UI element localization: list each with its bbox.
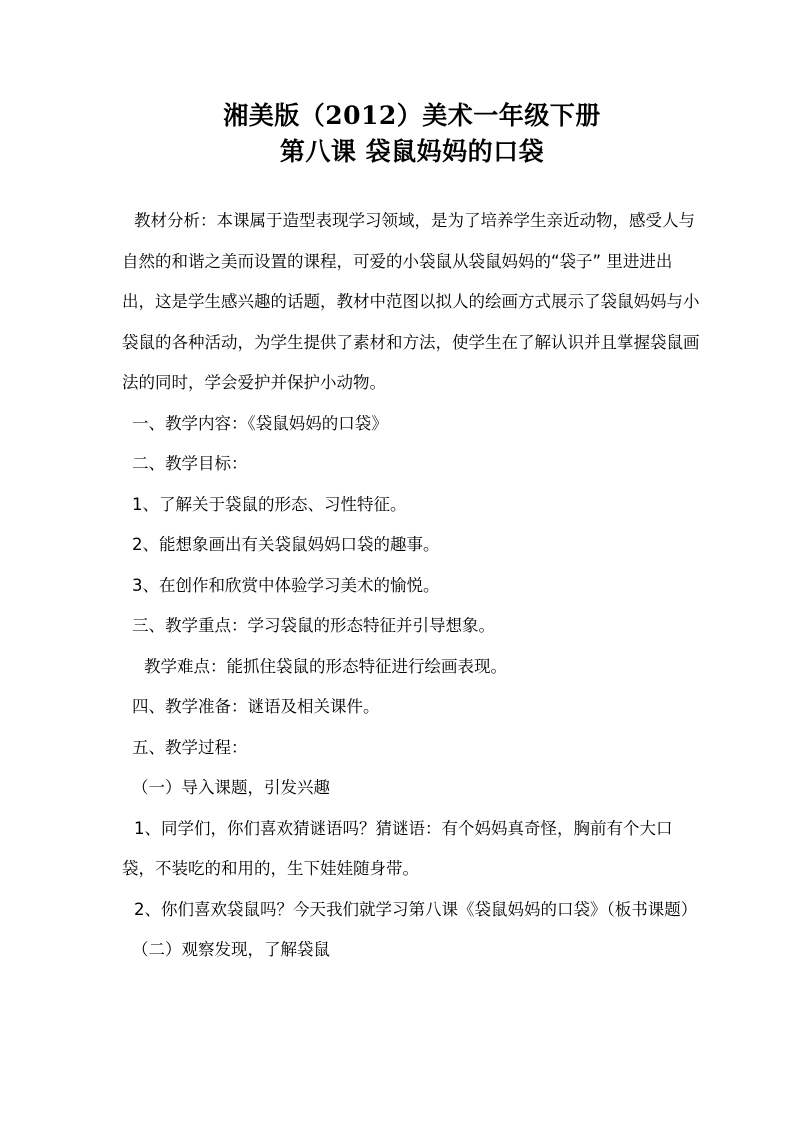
document-body (122, 201, 702, 971)
teaching-preparation: 四、教学准备：谜语及相关课件。 (132, 697, 380, 716)
textbook-analysis-paragraph: 教材分析：本课属于造型表现学习领域，是为了培养学生亲近动物，感受人与自然的和谐之美而设置的课程，可爱的小袋鼠从袋鼠妈妈的“袋子” 里进进出出，这是学生感兴趣的话题，教材中范图以拟人的绘画方式展示了袋鼠妈妈与小袋鼠的各种活动，为学生提供了素材和方法，使学生在了解认识并且掌握袋鼠画法的同时，学会爱护并保护小动物。 (122, 211, 700, 392)
teaching-difficulty: 教学难点：能抓住袋鼠的形态特征进行绘画表现。 (144, 656, 507, 676)
teaching-key-point: 三、教学重点：学习袋鼠的形态特征并引导想象。 (132, 616, 495, 635)
teaching-goals-heading: 二、教学目标： (132, 454, 248, 473)
teaching-goal-item: 2、能想象画出有关袋鼠妈妈口袋的趣事。 (132, 535, 440, 554)
teaching-content-item: 一、教学内容：《袋鼠妈妈的口袋》 (132, 413, 388, 433)
document-title: 湘美版（2012）美术一年级下册 (223, 101, 601, 130)
teaching-goal-item: 1、了解关于袋鼠的形态、习性特征。 (132, 494, 407, 514)
process-step-item: 1、同学们，你们喜欢猜谜语吗？猜谜语：有个妈妈真奇怪，胸前有个大口袋，不装吃的和用的，生下娃娃随身带。 (122, 818, 673, 878)
process-step-heading: （二）观察发现，了解袋鼠 (132, 940, 330, 959)
lesson-title: 第八课 袋鼠妈妈的口袋 (279, 137, 545, 166)
process-step-heading: （一）导入课题，引发兴趣 (132, 778, 330, 797)
teaching-process-heading: 五、教学过程： (132, 737, 248, 757)
teaching-goal-item: 3、在创作和欣赏中体验学习美术的愉悦。 (132, 575, 440, 595)
process-step-item: 2、你们喜欢袋鼠吗？今天我们就学习第八课《袋鼠妈妈的口袋》（板书课题） (134, 899, 698, 919)
